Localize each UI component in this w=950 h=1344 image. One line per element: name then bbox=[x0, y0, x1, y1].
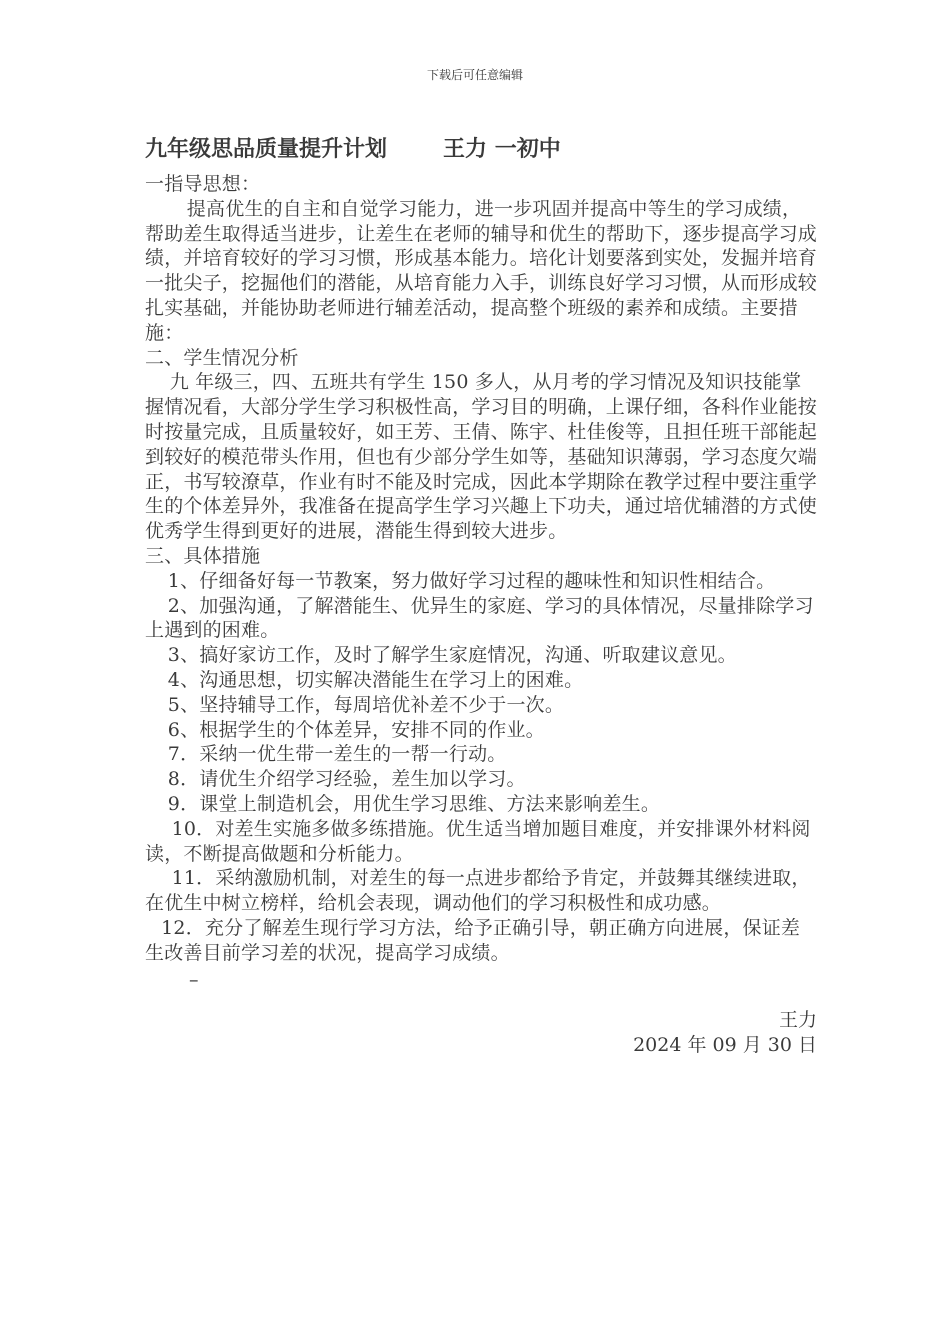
analysis-heading: 二、学生情况分析 bbox=[145, 346, 299, 369]
title-main: 九年级思品质量提升计划 bbox=[145, 137, 388, 162]
measures-heading: 三、具体措施 bbox=[145, 544, 261, 567]
title-author: 王力 bbox=[443, 137, 488, 162]
measure-item-5: 5、坚持辅导工作，每周培优补差不少于一次。 bbox=[167, 693, 565, 716]
measure-item-8: 8．请优生介绍学习经验，差生加以学习。 bbox=[167, 768, 526, 791]
measure-item-12: 12．充分了解差生现行学习方法，给予正确引导，朝正确方向进展，保证差生改善目前学习差的状况，提高学习成绩。 bbox=[145, 916, 801, 964]
document-title bbox=[145, 134, 817, 166]
title-school: 一初中 bbox=[494, 137, 561, 162]
measure-item-1: 1、仔细备好每一节教案，努力做好学习过程的趣味性和知识性相结合。 bbox=[167, 569, 776, 592]
measure-item-3: 3、搞好家访工作，及时了解学生家庭情况，沟通、听取建议意见。 bbox=[167, 644, 737, 667]
guide-heading: 一指导思想： bbox=[145, 173, 261, 195]
measure-item-9: 9．课堂上制造机会，用优生学习思维、方法来影响差生。 bbox=[167, 792, 661, 815]
signature-block bbox=[145, 1008, 817, 1058]
measure-item-10: 10．对差生实施多做多练措施。优生适当增加题目难度，并安排课外材料阅读，不断提高做题和分析能力。 bbox=[145, 817, 811, 865]
trailing-dash: – bbox=[189, 968, 199, 991]
signature-date: 2024 年 09 月 30 日 bbox=[633, 1034, 817, 1057]
measure-item-6: 6、根据学生的个体差异，安排不同的作业。 bbox=[167, 718, 545, 741]
measure-item-7: 7．采纳一优生带一差生的一帮一行动。 bbox=[167, 743, 507, 766]
guide-paragraph: 提高优生的自主和自觉学习能力，进一步巩固并提高中等生的学习成绩，帮助差生取得适当进步，让差生在老师的辅导和优生的帮助下，逐步提高学习成绩，并培育较好的学习习惯，形成基本能力。培化计划要落到实处，发掘并培育一批尖子，挖掘他们的潜能，从培育能力入手，训练良好学习习惯，从而形成较扎实基础，并能协助老师进行辅差活动，提高整个班级的素养和成绩。主要措施： bbox=[145, 197, 818, 344]
measure-item-11: 11．采纳激励机制，对差生的每一点进步都给予肯定，并鼓舞其继续进取，在优生中树立榜样，给机会表现，调动他们的学习积极性和成功感。 bbox=[145, 867, 811, 915]
document-body bbox=[145, 134, 817, 1058]
signature-name: 王力 bbox=[778, 1009, 817, 1032]
page-header-note: 下载后可任意编辑 bbox=[426, 68, 523, 82]
measure-item-4: 4、沟通思想，切实解决潜能生在学习上的困难。 bbox=[167, 668, 584, 691]
analysis-paragraph: 九 年级三，四、五班共有学生 150 多人，从月考的学习情况及知识技能掌握情况看，大部分学生学习积极性高，学习目的明确，上课仔细，各科作业能按时按量完成，且质量较好，如王芳、王倩、陈宇、杜佳俊等，且担任班干部能起到较好的模范带头作用，但也有少部分学生如等，基础知识薄弱，学习态度欠端正，书写较潦草，作业有时不能及时完成，因此本学期除在教学过程中要注重学生的个体差异外，我准备在提高学生学习兴趣上下功夫，通过培优辅潜的方式使优秀学生得到更好的进展，潜能生得到较大进步。 bbox=[145, 371, 818, 543]
measure-item-2: 2、加强沟通，了解潜能生、优异生的家庭、学习的具体情况，尽量排除学习上遇到的困难。 bbox=[145, 594, 814, 642]
